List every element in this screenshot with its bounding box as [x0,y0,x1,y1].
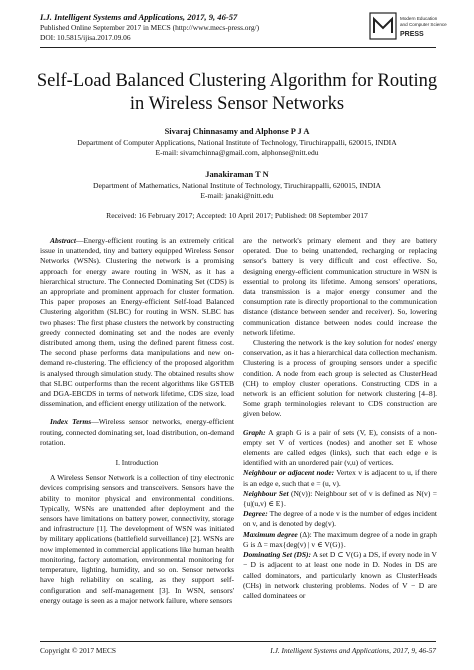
svg-text:PRESS: PRESS [400,31,424,38]
definition-graph: Graph: A graph G is a pair of sets (V, E), consists of a non-empty set V of vertices (nodes) and another set E whose elements are called edges (links), such that each edge e is identified with an unordered pair (v,u) of vertices. [243,427,437,468]
header-rule [40,47,436,48]
author-email: E-mail: sivamchinna@gmail.com, alphonse@nitt.edu [155,148,319,157]
publisher-logo-icon [368,11,448,41]
author-block-1 [30,127,444,158]
paper-title: Self-Load Balanced Clustering Algorithm for Routing in Wireless Sensor Networks [36,71,438,114]
author-names: Sivaraj Chinnasamy and Alphonse P J A [164,127,310,136]
definition-maximum-degree: Maximum degree (Δ): The maximum degree of a node in graph G is Δ = max{deg(v) | v ∈ V(G)}. [243,529,437,549]
abstract-label: Abstract [50,236,76,245]
right-column [243,236,437,601]
author-names: Janakiraman T N [205,170,269,179]
publisher-logo [368,11,448,41]
doi: DOI: 10.5815/ijisa.2017.09.06 [40,33,131,42]
footer-copyright: Copyright © 2017 MECS [40,646,117,655]
section-heading-intro: I. Introduction [115,458,159,468]
index-terms-text: —Wireless sensor networks, energy-efficient routing, connected dominating set, load distribution, on-demand rotation. [40,417,234,447]
definition-dominating-set: Dominating Set (DS): A set D ⊂ V(G) a DS, if every node in V − D is adjacent to at least one node in D. Nodes in DS are called dominators, and particularly known as ClusterHeads (CHs) in network clustering problems. Nodes of V − D are called dominatees or [243,550,438,600]
svg-text:Modern Education: Modern Education [400,16,438,21]
index-terms-label: Index Terms [50,417,92,427]
definition-degree: Degree: The degree of a node v is the number of edges incident on v, and is denoted by deg(v). [243,509,437,529]
definition-neighbour: Neighbour or adjacent node: Vertex v is adjacent to u, if there is an edge e, such that e = (u, v). [243,468,437,488]
journal-header: I.J. Intelligent Systems and Applications, 2017, 9, 46-57 [40,12,238,22]
author-affiliation: Department of Computer Applications, National Institute of Technology, Tiruchirappalli, 620015, INDIA [77,138,397,147]
publication-info: Published Online September 2017 in MECS (http://www.mecs-press.org/) [40,23,260,32]
left-column [40,236,234,606]
footer-journal: I.J. Intelligent Systems and Applications, 2017, 9, 46-57 [270,646,436,655]
svg-text:and Computer Science: and Computer Science [400,22,447,27]
footer-rule [40,641,436,642]
definition-neighbour-set: Neighbour Set (N(v)): Neighbour set of v is defined as N(v) = {u|(u,v) ∈ E}. [243,488,437,509]
body-paragraph: are the network's primary element and they are battery operated. Due to being unattended, recharging or replacing sensor's battery is very difficult and cost effective. So, designing energy-efficient communication structure in WSN is essential to prolong its lifetime. Among sensors' operations, data transmission is a major energy consumer and the consumption rate is directly proportional to the communication distance (distance between sender and receiver). So, lowering communication distance between nodes could increase the network lifetime. [243,236,437,337]
body-paragraph: Clustering the network is the key solution for nodes' energy conservation, as it has a hierarchical data collection mechanism. Clustering is a process of grouping sensors under a specific condition. A node from each group is selected as ClusterHead (CH) to employ cluster operations. Constructing CDS in a network is an efficient solution for network clustering [4–8]. Some graph terminologies relevant to CDS construction are given below. [243,338,437,419]
author-block-2 [30,170,444,201]
index-terms [40,417,234,448]
intro-paragraph: A Wireless Sensor Network is a collection of tiny electronic devices comprising sensors and transceivers. Sensors have the ability to monitor physical and environmental conditions. Typically, WSNs are unattended after deployment and the sensors have limitations on battery power, connectivity, storage and infrastructure [1]. The development of WSN was initiated by military applications (battlefield surveillance) [2]. WSNs are now implemented in commercial applications like human health monitoring, factory automation, environmental monitoring for temperature, lighting, humidity, and so on. Sensor networks have high reliability on scaling, as they support self-configuration and self-management [3]. In WSN, sensors' energy outage is seen as a major network failure, where sensors [40,473,234,605]
received-dates: Received: 16 February 2017; Accepted: 10 April 2017; Published: 08 September 2017 [106,211,368,220]
author-affiliation: Department of Mathematics, National Institute of Technology, Tiruchirappalli, 620015, INDIA [93,181,381,190]
abstract-text: —Energy-efficient routing is an extremely critical issue in unattended, tiny and battery equipped Wireless Sensor Networks (WSNs). Clustering the network is a promising approach for energy aware routing in WSN, as it has a hierarchical structure. The Connected Dominating Set (CDS) is an appropriate and prominent approach for cluster formation. This paper proposes an Energy-efficient Self-load Balanced Clustering algorithm (SLBC) for routing in WSN. SLBC has two phases: The first phase clusters the network by constructing greedy connected dominating set and the nodes are evenly distributed among them, using the defined parent fitness cost. The second phase performs data manipulations and new on-demand re-clustering. The efficiency of the proposed algorithm is analysed through simulation study. The obtained results show that SLBC outperforms than the recent algorithms like GSTEB and DGA-EBCDS in terms of network lifetime, CDS size, load dissemination, and efficient energy utilization of the network. [40,236,234,409]
abstract [40,236,234,409]
author-email: E-mail: janaki@nitt.edu [200,191,274,200]
